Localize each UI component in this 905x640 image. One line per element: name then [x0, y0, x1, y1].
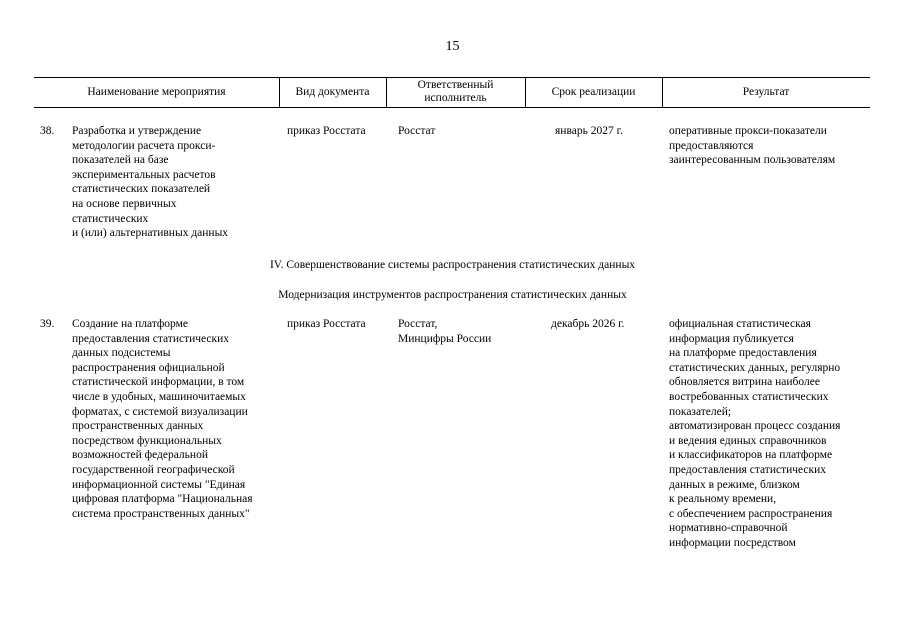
- header-term-column: [525, 77, 662, 107]
- page-number: 15: [445, 39, 460, 54]
- row-result: официальная статистическая информация публикуется на платформе предоставления статистических данных, регулярно обновляется витрина наиболее востребованных статистических показателей; автоматизирован процесс создания и ведения единых справочников и классификаторов на платформе предоставления статистических данных в режиме, близком к реальному времени, с обеспечением распространения нормативно-справочной информации посредством: [669, 318, 841, 549]
- row-document-type: приказ Росстата: [287, 125, 366, 137]
- row-name: Разработка и утверждение методологии расчета прокси- показателей на базе экспериментальных расчетов статистических показателей на основе первичных статистических и (или) альтернативных данных: [72, 125, 229, 240]
- table-header-bottom-rule: [34, 107, 870, 108]
- header-term-label: Срок реализации: [551, 85, 636, 98]
- header-doc-label: Вид документа: [295, 85, 370, 98]
- row-responsible: Росстат: [398, 125, 436, 137]
- header-result-label: Результат: [742, 85, 790, 98]
- header-result-column: [662, 77, 870, 107]
- row-result: оперативные прокси-показатели предоставляются заинтересованным пользователям: [669, 125, 836, 167]
- row-number: 38.: [40, 125, 55, 137]
- row-document-type: приказ Росстата: [287, 318, 366, 330]
- header-name-label: Наименование мероприятия: [87, 85, 226, 98]
- header-name-column: [34, 77, 279, 107]
- section-title: IV. Совершенствование системы распространения статистических данных: [269, 259, 636, 271]
- header-resp-column: [386, 77, 525, 107]
- header-doc-column: [279, 77, 386, 107]
- section-subtitle: Модернизация инструментов распространения статистических данных: [278, 289, 627, 301]
- row-number: 39.: [40, 318, 55, 330]
- header-resp-label: Ответственный исполнитель: [417, 79, 494, 104]
- row-term: декабрь 2026 г.: [551, 318, 625, 330]
- row-responsible: Росстат, Минцифры России: [398, 318, 492, 345]
- row-term: январь 2027 г.: [555, 125, 623, 137]
- row-name: Создание на платформе предоставления статистических данных подсистемы распространения официальной статистической информации, в том числе в удобных, машиночитаемых форматах, с системой визуализации пространственных данных посредством функциональных возможностей федеральной государственной географической информационной системы "Единая цифровая платформа "Национальная система пространственных данных": [72, 318, 253, 520]
